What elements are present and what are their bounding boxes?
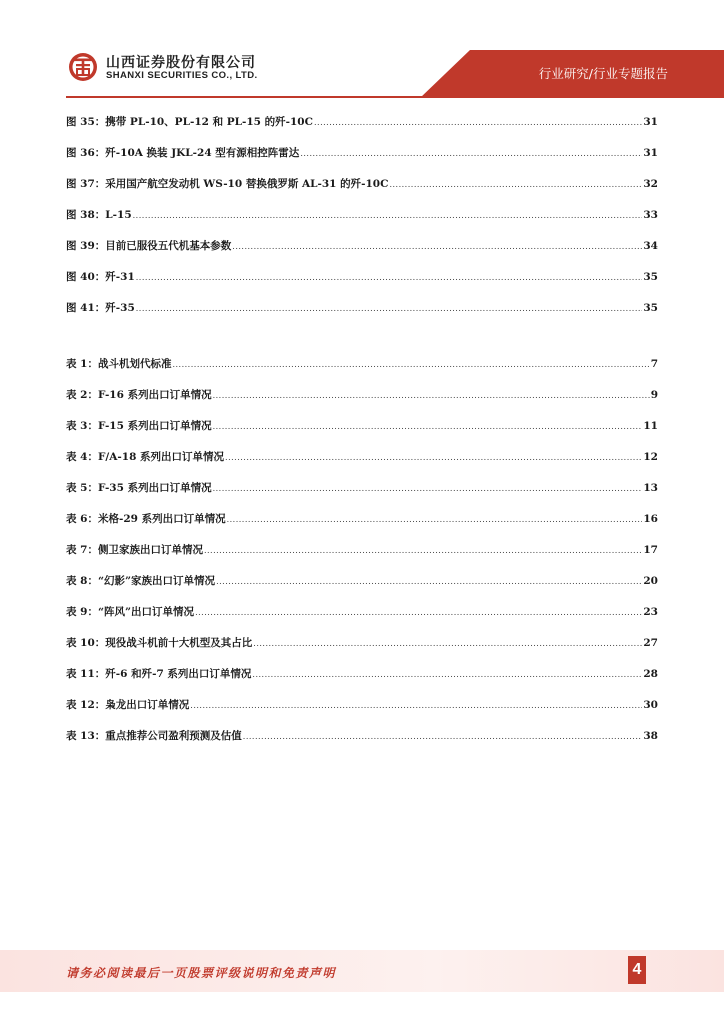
toc-leader-dots: [190, 696, 642, 716]
toc-title: 歼-35: [105, 302, 135, 314]
toc-label: 表 6：: [66, 513, 98, 525]
toc-page-number: 38: [643, 730, 658, 742]
toc-leader-dots: [314, 113, 642, 133]
toc-entry-figure-41[interactable]: [66, 298, 658, 318]
toc-entry-figure-36[interactable]: [66, 143, 658, 163]
toc-entry-figure-40[interactable]: [66, 267, 658, 287]
report-type: 行业研究/行业专题报告: [538, 66, 668, 81]
toc-label: 表 2：: [66, 389, 98, 401]
toc-entry-table-2[interactable]: [66, 385, 658, 405]
toc-title: “幻影”家族出口订单情况: [97, 575, 216, 587]
page-footer: [0, 950, 724, 992]
toc-leader-dots: [133, 206, 643, 226]
toc-label: 表 12：: [66, 699, 106, 711]
disclaimer-text: 请务必阅读最后一页股票评级说明和免责声明: [66, 966, 337, 980]
toc-page-number: 12: [643, 451, 658, 463]
toc-entry-table-13[interactable]: [66, 726, 658, 746]
toc-title: 歼-31: [105, 271, 135, 283]
toc-page-number: 35: [643, 302, 658, 314]
toc-label: 图 36：: [66, 147, 106, 159]
toc-title: L-15: [105, 209, 132, 221]
toc-title: 携带 PL-10、PL-12 和 PL-15 的歼-10C: [105, 116, 313, 128]
toc-title: F-15 系列出口订单情况: [97, 420, 212, 432]
toc-leader-dots: [243, 727, 643, 747]
toc-label: 图 39：: [66, 240, 106, 252]
toc-label: 表 9：: [66, 606, 98, 618]
toc-entry-figure-38[interactable]: [66, 205, 658, 225]
toc-title: F-35 系列出口订单情况: [97, 482, 212, 494]
toc-title: 重点推荐公司盈利预测及估值: [105, 730, 242, 742]
toc-page-number: 13: [643, 482, 658, 494]
toc-label: 表 3：: [66, 420, 98, 432]
toc-entry-figure-39[interactable]: [66, 236, 658, 256]
toc-leader-dots: [172, 355, 649, 375]
toc-entry-table-4[interactable]: [66, 447, 658, 467]
shanxi-securities-logo-icon: [68, 52, 98, 82]
toc-label: 表 13：: [66, 730, 106, 742]
toc-leader-dots: [225, 448, 642, 468]
toc-leader-dots: [389, 175, 642, 195]
toc-title: 歼-6 和歼-7 系列出口订单情况: [105, 668, 252, 680]
toc-title: F-16 系列出口订单情况: [97, 389, 212, 401]
toc-page-number: 31: [643, 116, 658, 128]
toc-label: 图 41：: [66, 302, 106, 314]
toc-entry-table-5[interactable]: [66, 478, 658, 498]
toc-page-number: 23: [643, 606, 658, 618]
toc-entry-table-8[interactable]: [66, 571, 658, 591]
toc-entry-table-1[interactable]: [66, 354, 658, 374]
toc-page-number: 27: [643, 637, 658, 649]
toc-title: “阵风”出口订单情况: [97, 606, 195, 618]
toc-page-number: 33: [643, 209, 658, 221]
toc-title: 现役战斗机前十大机型及其占比: [105, 637, 253, 649]
toc-leader-dots: [213, 479, 643, 499]
toc-page-number: 32: [643, 178, 658, 190]
toc-label: 图 35：: [66, 116, 106, 128]
toc-label: 图 40：: [66, 271, 106, 283]
toc-label: 图 38：: [66, 209, 106, 221]
toc-leader-dots: [204, 541, 642, 561]
toc-page-number: 20: [643, 575, 658, 587]
toc-label: 表 4：: [66, 451, 98, 463]
toc-label: 表 7：: [66, 544, 98, 556]
page-header: [0, 0, 724, 100]
toc-page-number: 17: [643, 544, 658, 556]
toc-entry-table-12[interactable]: [66, 695, 658, 715]
toc-leader-dots: [252, 665, 642, 685]
toc-leader-dots: [195, 603, 642, 623]
toc-page-number: 31: [643, 147, 658, 159]
toc-page-number: 16: [643, 513, 658, 525]
toc-leader-dots: [213, 417, 643, 437]
page-number: 4: [628, 956, 646, 984]
toc-entry-table-7[interactable]: [66, 540, 658, 560]
toc-leader-dots: [253, 634, 642, 654]
toc-page-number: 34: [643, 240, 658, 252]
toc-page-number: 11: [643, 420, 658, 432]
toc-label: 表 1：: [66, 358, 98, 370]
toc-leader-dots: [232, 237, 642, 257]
toc-label: 表 5：: [66, 482, 98, 494]
toc-page-number: 9: [650, 389, 658, 401]
toc-leader-dots: [136, 299, 643, 319]
toc-page-number: 28: [643, 668, 658, 680]
toc-entry-table-6[interactable]: [66, 509, 658, 529]
toc-leader-dots: [227, 510, 643, 530]
toc-label: 表 11：: [66, 668, 106, 680]
toc-entry-table-3[interactable]: [66, 416, 658, 436]
toc-label: 表 8：: [66, 575, 98, 587]
toc-title: 战斗机划代标准: [97, 358, 172, 370]
toc-page-number: 35: [643, 271, 658, 283]
toc-title: 采用国产航空发动机 WS-10 替换俄罗斯 AL-31 的歼-10C: [105, 178, 389, 190]
toc-title: 枭龙出口订单情况: [105, 699, 190, 711]
toc-leader-dots: [300, 144, 642, 164]
toc-title: 歼-10A 换装 JKL-24 型有源相控阵雷达: [105, 147, 300, 159]
toc-leader-dots: [216, 572, 642, 592]
toc-title: 侧卫家族出口订单情况: [97, 544, 203, 556]
toc-label: 表 10：: [66, 637, 106, 649]
toc-title: 米格-29 系列出口订单情况: [97, 513, 226, 525]
toc-entry-table-9[interactable]: [66, 602, 658, 622]
toc-entry-figure-35[interactable]: [66, 112, 658, 132]
toc-page-number: 7: [650, 358, 658, 370]
toc-entry-table-11[interactable]: [66, 664, 658, 684]
toc-page-number: 30: [643, 699, 658, 711]
toc-leader-dots: [136, 268, 643, 288]
toc-entry-table-10[interactable]: [66, 633, 658, 653]
toc-leader-dots: [213, 386, 650, 406]
company-name-cn: 山西证券股份有限公司: [106, 55, 256, 71]
toc-title: 目前已服役五代机基本参数: [105, 240, 232, 252]
toc-label: 图 37：: [66, 178, 106, 190]
header-band: [0, 0, 724, 100]
company-name-en: SHANXI SECURITIES CO., LTD.: [106, 70, 258, 81]
toc-entry-figure-37[interactable]: [66, 174, 658, 194]
toc-title: F/A-18 系列出口订单情况: [97, 451, 225, 463]
